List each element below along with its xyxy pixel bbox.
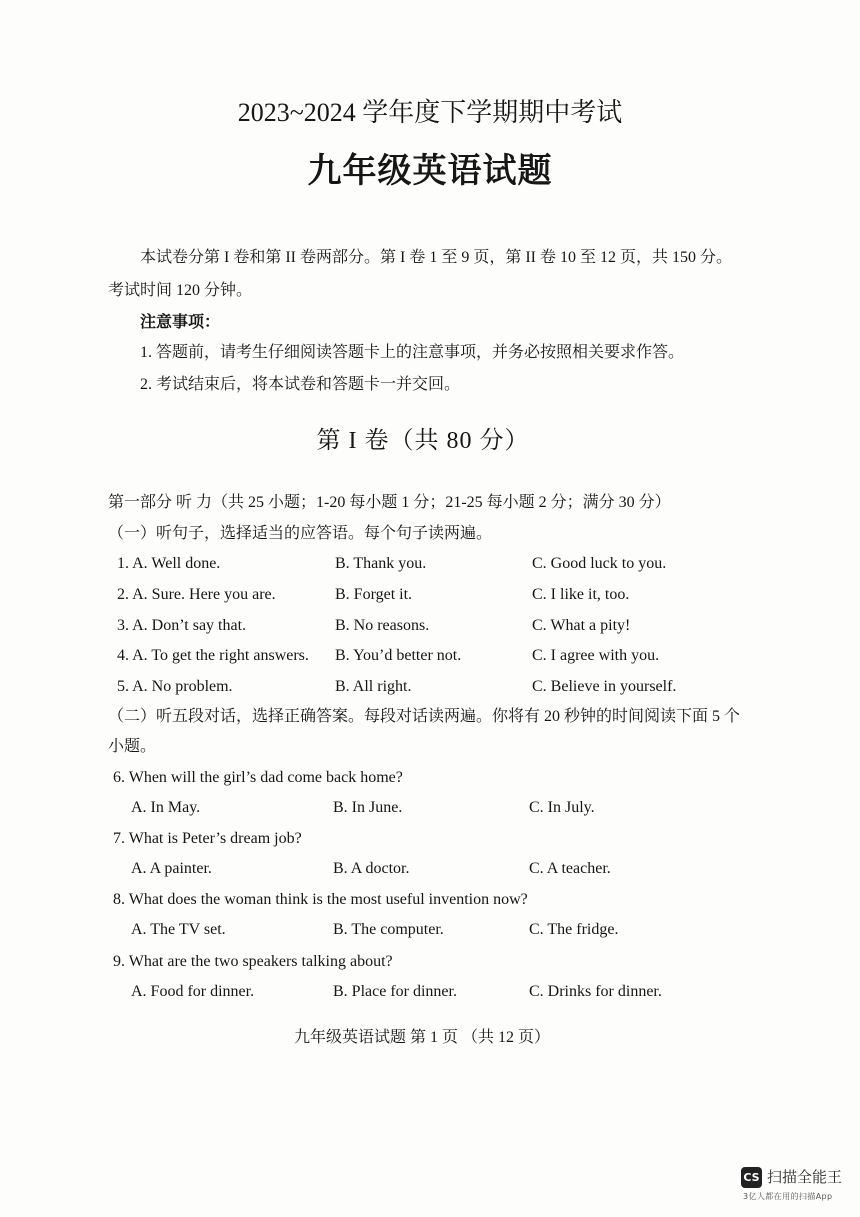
question-row (0, 615, 860, 637)
question-options-row (0, 981, 860, 1003)
option-a: A. No problem. (132, 678, 233, 695)
option-a: A. Don’t say that. (132, 617, 247, 634)
question-number-and-option-a (117, 615, 246, 637)
question-number: 3. (117, 617, 129, 634)
question-stem: 8. What does the woman think is the most useful invention now? (113, 891, 528, 908)
question-number-and-option-a (117, 645, 309, 667)
question-number: 4. (117, 647, 129, 664)
option-a: A. Food for dinner. (131, 983, 255, 1000)
question-number: 1. (117, 555, 129, 572)
scanner-brand: 扫描全能王 (767, 1168, 843, 1186)
section-instruction: （二）听五段对话，选择正确答案。每段对话读两遍。你将有 20 秒钟的时间阅读下面 5 个 (108, 708, 741, 725)
question-number: 5. (117, 678, 129, 695)
question-number-and-option-a (117, 584, 276, 606)
option-c: C. A teacher. (529, 860, 611, 877)
question-row (0, 553, 860, 575)
scanner-tagline: 3亿人都在用的扫描App (743, 1192, 833, 1201)
option-b: B. The computer. (333, 921, 444, 938)
subject-title: 九年级英语试题 (307, 153, 553, 190)
option-a: A. A painter. (131, 860, 212, 877)
option-c: C. The fridge. (529, 921, 619, 938)
intro-paragraph-line: 考试时间 120 分钟。 (108, 282, 253, 299)
option-c: C. In July. (529, 799, 595, 816)
question-row (0, 584, 860, 606)
question-stem: 6. When will the girl’s dad come back home? (113, 769, 403, 786)
option-a: A. In May. (131, 799, 201, 816)
option-c: C. Believe in yourself. (532, 678, 677, 695)
option-b: B. A doctor. (333, 860, 410, 877)
question-number-and-option-a (117, 676, 233, 698)
question-row (0, 676, 860, 698)
notice-item: 2. 考试结束后，将本试卷和答题卡一并交回。 (140, 376, 461, 393)
question-row (0, 645, 860, 667)
question-stem: 9. What are the two speakers talking about? (113, 953, 393, 970)
scanner-logo-icon: CS (741, 1167, 762, 1188)
notice-heading: 注意事项： (140, 314, 221, 331)
notice-item: 1. 答题前，请考生仔细阅读答题卡上的注意事项，并务必按照相关要求作答。 (140, 344, 685, 361)
option-c: C. Drinks for dinner. (529, 983, 662, 1000)
option-c: C. Good luck to you. (532, 555, 667, 572)
option-b: B. Forget it. (335, 586, 413, 603)
question-number-and-option-a (117, 553, 220, 575)
option-b: B. Place for dinner. (333, 983, 457, 1000)
option-a: A. The TV set. (131, 921, 226, 938)
volume-title: 第 I 卷（共 80 分） (316, 428, 530, 454)
option-a: A. To get the right answers. (132, 647, 309, 664)
option-b: B. You’d better not. (335, 647, 462, 664)
option-c: C. What a pity! (532, 617, 631, 634)
question-number: 2. (117, 586, 129, 603)
option-a: A. Well done. (132, 555, 221, 572)
exam-title: 2023~2024 学年度下学期期中考试 (237, 98, 623, 127)
page-footer: 九年级英语试题 第 1 页 （共 12 页） (293, 1029, 550, 1046)
option-b: B. No reasons. (335, 617, 430, 634)
question-options-row (0, 797, 860, 819)
intro-paragraph-line: 本试卷分第 I 卷和第 II 卷两部分。第 I 卷 1 至 9 页，第 II 卷 10 至 12 页，共 150 分。 (140, 249, 732, 266)
section-instruction: 小题。 (108, 738, 157, 755)
option-c: C. I agree with you. (532, 647, 660, 664)
option-c: C. I like it, too. (532, 586, 630, 603)
option-b: B. All right. (335, 678, 412, 695)
section-instruction: （一）听句子，选择适当的应答语。每个句子读两遍。 (108, 525, 493, 542)
part-heading: 第一部分 听 力（共 25 小题；1-20 每小题 1 分；21-25 每小题 2 分；满分 30 分） (108, 494, 671, 511)
question-options-row (0, 919, 860, 941)
question-options-row (0, 858, 860, 880)
option-b: B. Thank you. (335, 555, 427, 572)
option-a: A. Sure. Here you are. (132, 586, 276, 603)
question-stem: 7. What is Peter’s dream job? (113, 830, 302, 847)
option-b: B. In June. (333, 799, 403, 816)
